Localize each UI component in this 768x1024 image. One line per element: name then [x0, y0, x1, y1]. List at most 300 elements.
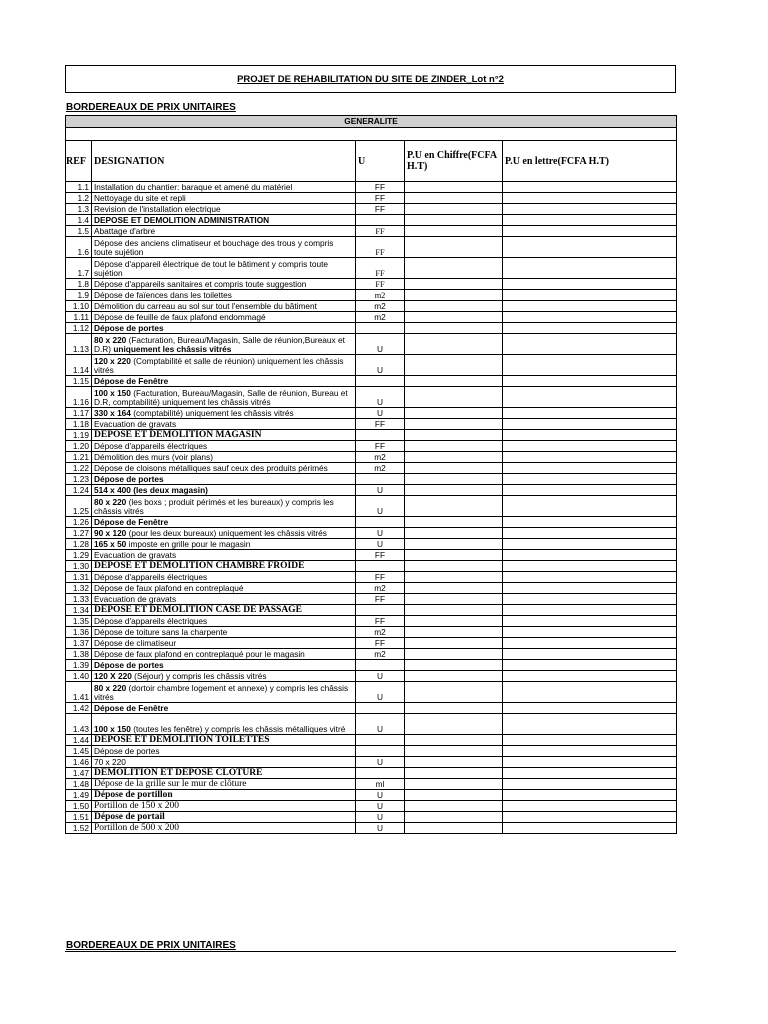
row-pu-chiffre[interactable] — [405, 638, 503, 649]
row-designation — [92, 550, 356, 561]
row-unit: m2 — [356, 301, 405, 312]
row-pu-lettre[interactable] — [503, 355, 677, 376]
row-designation — [92, 237, 356, 258]
designation-text: (Séjour) y compris les châssis vitrés — [131, 671, 267, 681]
table-row — [66, 812, 677, 823]
row-pu-lettre[interactable] — [503, 779, 677, 790]
row-pu-lettre[interactable] — [503, 193, 677, 204]
row-pu-chiffre[interactable] — [405, 703, 503, 714]
designation-text: 514 x 400 (les deux magasin) — [94, 485, 208, 495]
table-row — [66, 204, 677, 215]
designation-text: (dortoir chambre logement et annexe) y compris les châssis vitrés — [94, 683, 349, 702]
header-pu-lettre: P.U en lettre(FCFA H.T) — [503, 141, 677, 182]
row-pu-lettre[interactable] — [503, 638, 677, 649]
row-ref: 1.19 — [66, 430, 92, 441]
row-pu-chiffre[interactable] — [405, 323, 503, 334]
row-ref: 1.15 — [66, 376, 92, 387]
table-row — [66, 757, 677, 768]
row-designation — [92, 768, 356, 779]
row-pu-lettre[interactable] — [503, 258, 677, 279]
header-pu-chiffre: P.U en Chiffre(FCFA H.T) — [405, 141, 503, 182]
row-pu-chiffre[interactable] — [405, 258, 503, 279]
row-pu-lettre[interactable] — [503, 594, 677, 605]
row-pu-lettre[interactable] — [503, 746, 677, 757]
table-row — [66, 528, 677, 539]
row-unit: U — [356, 387, 405, 408]
designation-text: (pour les deux bureaux) uniquement les châssis vitrés — [126, 528, 327, 538]
row-designation — [92, 682, 356, 703]
table-row — [66, 703, 677, 714]
row-pu-chiffre[interactable] — [405, 312, 503, 323]
table-row — [66, 355, 677, 376]
row-designation — [92, 627, 356, 638]
row-unit: FF — [356, 616, 405, 627]
row-pu-chiffre[interactable] — [405, 812, 503, 823]
designation-text: (Facturation, Bureau/Magasin, Salle de réunion,Bureaux et D.R) — [94, 335, 345, 354]
designation-text: Dépose de toiture sans la charpente — [94, 627, 228, 637]
row-unit — [356, 605, 405, 616]
row-pu-chiffre[interactable] — [405, 583, 503, 594]
table-row — [66, 638, 677, 649]
row-designation — [92, 355, 356, 376]
table-row — [66, 649, 677, 660]
row-pu-lettre[interactable] — [503, 671, 677, 682]
row-pu-lettre[interactable] — [503, 237, 677, 258]
row-designation — [92, 430, 356, 441]
table-row — [66, 334, 677, 355]
row-ref: 1.5 — [66, 226, 92, 237]
row-pu-lettre[interactable] — [503, 539, 677, 550]
table-row — [66, 452, 677, 463]
row-pu-chiffre[interactable] — [405, 408, 503, 419]
row-pu-lettre[interactable] — [503, 790, 677, 801]
row-pu-lettre[interactable] — [503, 301, 677, 312]
row-pu-lettre[interactable] — [503, 226, 677, 237]
table-row — [66, 605, 677, 616]
row-pu-lettre[interactable] — [503, 419, 677, 430]
row-unit: U — [356, 823, 405, 834]
row-pu-lettre[interactable] — [503, 441, 677, 452]
row-pu-lettre[interactable] — [503, 452, 677, 463]
row-designation — [92, 638, 356, 649]
designation-text: Dépose de faux plafond en contreplaqué pour le magasin — [94, 649, 305, 659]
row-pu-chiffre[interactable] — [405, 605, 503, 616]
row-designation — [92, 279, 356, 290]
designation-text: Dépose de faïences dans les toilettes — [94, 290, 232, 300]
row-unit — [356, 376, 405, 387]
row-pu-chiffre[interactable] — [405, 790, 503, 801]
row-ref: 1.9 — [66, 290, 92, 301]
row-pu-lettre[interactable] — [503, 605, 677, 616]
row-pu-lettre[interactable] — [503, 430, 677, 441]
row-ref: 1.12 — [66, 323, 92, 334]
row-pu-chiffre[interactable] — [405, 823, 503, 834]
row-ref: 1.42 — [66, 703, 92, 714]
row-pu-chiffre[interactable] — [405, 485, 503, 496]
row-pu-chiffre[interactable] — [405, 671, 503, 682]
row-pu-lettre[interactable] — [503, 757, 677, 768]
row-ref: 1.18 — [66, 419, 92, 430]
row-designation — [92, 226, 356, 237]
row-pu-lettre[interactable] — [503, 572, 677, 583]
row-ref: 1.11 — [66, 312, 92, 323]
table-row — [66, 323, 677, 334]
row-ref: 1.10 — [66, 301, 92, 312]
row-pu-chiffre[interactable] — [405, 682, 503, 703]
table-row — [66, 594, 677, 605]
row-unit: U — [356, 539, 405, 550]
row-pu-lettre[interactable] — [503, 768, 677, 779]
row-pu-lettre[interactable] — [503, 801, 677, 812]
row-pu-lettre[interactable] — [503, 550, 677, 561]
row-unit: U — [356, 801, 405, 812]
designation-text: Evacuation de gravats — [94, 550, 177, 560]
row-pu-chiffre[interactable] — [405, 463, 503, 474]
row-pu-chiffre[interactable] — [405, 441, 503, 452]
row-pu-chiffre[interactable] — [405, 215, 503, 226]
row-pu-chiffre[interactable] — [405, 419, 503, 430]
row-ref: 1.27 — [66, 528, 92, 539]
row-pu-chiffre[interactable] — [405, 237, 503, 258]
row-unit: FF — [356, 226, 405, 237]
row-ref: 1.6 — [66, 237, 92, 258]
row-designation — [92, 419, 356, 430]
row-ref: 1.22 — [66, 463, 92, 474]
table-row — [66, 550, 677, 561]
row-unit: m2 — [356, 583, 405, 594]
row-pu-chiffre[interactable] — [405, 735, 503, 746]
table-row — [66, 682, 677, 703]
row-pu-chiffre[interactable] — [405, 714, 503, 735]
designation-text: Dépose d'appareils sanitaires et compris toute suggestion — [94, 279, 307, 289]
row-ref: 1.34 — [66, 605, 92, 616]
designation-text: Dépose de Fenêtre — [94, 376, 169, 386]
row-pu-chiffre[interactable] — [405, 517, 503, 528]
designation-text: Dépose de portillon — [94, 790, 173, 800]
row-pu-chiffre[interactable] — [405, 801, 503, 812]
row-unit: FF — [356, 572, 405, 583]
designation-text: DEPOSE ET DEMOLITION CASE DE PASSAGE — [94, 605, 302, 615]
row-pu-lettre[interactable] — [503, 823, 677, 834]
row-pu-chiffre[interactable] — [405, 550, 503, 561]
row-designation — [92, 583, 356, 594]
row-designation — [92, 334, 356, 355]
row-pu-chiffre[interactable] — [405, 660, 503, 671]
row-designation — [92, 301, 356, 312]
row-designation — [92, 204, 356, 215]
designation-text: Dépose de faux plafond en contreplaqué — [94, 583, 244, 593]
row-pu-chiffre[interactable] — [405, 430, 503, 441]
row-designation — [92, 539, 356, 550]
row-pu-lettre[interactable] — [503, 682, 677, 703]
row-pu-lettre[interactable] — [503, 812, 677, 823]
row-ref: 1.17 — [66, 408, 92, 419]
row-pu-lettre[interactable] — [503, 496, 677, 517]
designation-text: Dépose d'appareil électrique de tout le bâtiment y compris toute sujétion — [94, 259, 329, 278]
table-row — [66, 517, 677, 528]
row-pu-lettre[interactable] — [503, 616, 677, 627]
row-designation — [92, 779, 356, 790]
row-ref: 1.45 — [66, 746, 92, 757]
designation-text: (Comptabilité et salle de réunion) uniquement les châssis vitrés — [94, 356, 344, 375]
row-pu-chiffre[interactable] — [405, 355, 503, 376]
table-row — [66, 627, 677, 638]
row-designation — [92, 408, 356, 419]
row-pu-chiffre[interactable] — [405, 290, 503, 301]
designation-text: Abattage d'arbre — [94, 226, 156, 236]
row-unit — [356, 474, 405, 485]
row-pu-chiffre[interactable] — [405, 452, 503, 463]
row-pu-chiffre[interactable] — [405, 746, 503, 757]
row-pu-lettre[interactable] — [503, 323, 677, 334]
row-pu-chiffre[interactable] — [405, 561, 503, 572]
row-pu-lettre[interactable] — [503, 561, 677, 572]
row-unit: FF — [356, 638, 405, 649]
row-ref: 1.39 — [66, 660, 92, 671]
row-ref: 1.21 — [66, 452, 92, 463]
table-row — [66, 237, 677, 258]
table-row — [66, 561, 677, 572]
table-row — [66, 801, 677, 812]
row-pu-lettre[interactable] — [503, 649, 677, 660]
table-row — [66, 779, 677, 790]
row-designation — [92, 823, 356, 834]
table-row — [66, 258, 677, 279]
row-unit: U — [356, 812, 405, 823]
row-ref: 1.50 — [66, 801, 92, 812]
row-pu-chiffre[interactable] — [405, 334, 503, 355]
designation-text: DEPOSE ET DEMOLITION ADMINISTRATION — [94, 215, 270, 225]
designation-text: 70 x 220 — [94, 757, 126, 767]
row-ref: 1.16 — [66, 387, 92, 408]
designation-text: DEPOSE ET DEMOLITION TOILETTES — [94, 735, 270, 745]
row-pu-chiffre[interactable] — [405, 301, 503, 312]
designation-text: Dépose de la grille sur le mur de clôture — [94, 779, 247, 789]
row-pu-lettre[interactable] — [503, 312, 677, 323]
row-unit — [356, 323, 405, 334]
row-pu-lettre[interactable] — [503, 517, 677, 528]
row-designation — [92, 528, 356, 539]
spacer-row — [66, 128, 677, 141]
row-designation — [92, 746, 356, 757]
designation-text: Evacuation de gravats — [94, 594, 177, 604]
row-pu-lettre[interactable] — [503, 627, 677, 638]
table-row — [66, 768, 677, 779]
row-designation — [92, 714, 356, 735]
table-row — [66, 823, 677, 834]
section-header-row — [66, 116, 677, 128]
designation-text: Portillon de 500 x 200 — [94, 823, 179, 833]
designation-text: (Facturation, Bureau/Magasin, Salle de réunion, Bureau et D.R, comptabilité) uniquement les châssis vitrés — [94, 388, 348, 407]
designation-text: DEMOLITION ET DEPOSE CLOTURE — [94, 768, 263, 778]
header-designation: DESIGNATION — [92, 141, 356, 182]
row-unit: U — [356, 757, 405, 768]
row-pu-chiffre[interactable] — [405, 768, 503, 779]
row-unit — [356, 703, 405, 714]
row-ref: 1.51 — [66, 812, 92, 823]
row-designation — [92, 757, 356, 768]
row-designation — [92, 594, 356, 605]
row-pu-chiffre[interactable] — [405, 539, 503, 550]
row-pu-lettre[interactable] — [503, 583, 677, 594]
table-row — [66, 572, 677, 583]
table-row — [66, 671, 677, 682]
row-pu-chiffre[interactable] — [405, 757, 503, 768]
designation-text: 120 X 220 — [94, 671, 132, 681]
row-pu-lettre[interactable] — [503, 528, 677, 539]
table-row — [66, 312, 677, 323]
row-designation — [92, 323, 356, 334]
designation-text: Dépose de portes — [94, 323, 164, 333]
row-designation — [92, 376, 356, 387]
row-ref: 1.24 — [66, 485, 92, 496]
row-designation — [92, 660, 356, 671]
row-ref: 1.44 — [66, 735, 92, 746]
designation-text: Revision de l'installation electrique — [94, 204, 221, 214]
row-unit: U — [356, 682, 405, 703]
row-ref: 1.47 — [66, 768, 92, 779]
row-unit: U — [356, 714, 405, 735]
row-pu-chiffre[interactable] — [405, 474, 503, 485]
designation-text: Dépose d'appareils électriques — [94, 572, 208, 582]
designation-text: imposte en grille pour le magasin — [126, 539, 251, 549]
row-unit: FF — [356, 258, 405, 279]
row-unit — [356, 768, 405, 779]
row-pu-lettre[interactable] — [503, 474, 677, 485]
designation-text: (les boxs ; produit périmés et les bureaux) y compris les châssis vitrés — [94, 497, 334, 516]
row-pu-lettre[interactable] — [503, 485, 677, 496]
row-pu-lettre[interactable] — [503, 279, 677, 290]
price-table — [65, 115, 677, 834]
table-row — [66, 746, 677, 757]
row-unit: U — [356, 671, 405, 682]
row-unit: FF — [356, 204, 405, 215]
designation-text: Dépose de cloisons métalliques sauf ceux des produits périmés — [94, 463, 328, 473]
row-pu-chiffre[interactable] — [405, 376, 503, 387]
row-designation — [92, 452, 356, 463]
row-unit: U — [356, 790, 405, 801]
row-designation — [92, 605, 356, 616]
row-pu-chiffre[interactable] — [405, 649, 503, 660]
row-ref: 1.3 — [66, 204, 92, 215]
spacer-cell — [66, 128, 677, 141]
table-row — [66, 539, 677, 550]
table-row — [66, 301, 677, 312]
row-pu-lettre[interactable] — [503, 204, 677, 215]
row-unit — [356, 430, 405, 441]
row-ref: 1.37 — [66, 638, 92, 649]
table-row — [66, 496, 677, 517]
row-designation — [92, 463, 356, 474]
column-header-row — [66, 141, 677, 182]
row-pu-lettre[interactable] — [503, 408, 677, 419]
row-pu-chiffre[interactable] — [405, 226, 503, 237]
row-unit: m2 — [356, 649, 405, 660]
designation-text: 80 x 220 — [94, 335, 127, 345]
designation-text: 120 x 220 — [94, 356, 131, 366]
row-ref: 1.14 — [66, 355, 92, 376]
row-designation — [92, 801, 356, 812]
row-unit — [356, 517, 405, 528]
row-pu-lettre[interactable] — [503, 215, 677, 226]
row-unit: m2 — [356, 312, 405, 323]
designation-text: Dépose de portes — [94, 474, 164, 484]
row-pu-lettre[interactable] — [503, 387, 677, 408]
row-ref: 1.48 — [66, 779, 92, 790]
row-unit: FF — [356, 594, 405, 605]
row-pu-chiffre[interactable] — [405, 627, 503, 638]
row-pu-chiffre[interactable] — [405, 193, 503, 204]
row-unit: FF — [356, 279, 405, 290]
row-designation — [92, 193, 356, 204]
row-ref: 1.25 — [66, 496, 92, 517]
designation-text: Démolition du carreau au sol sur tout l'ensemble du bâtiment — [94, 301, 317, 311]
row-pu-chiffre[interactable] — [405, 594, 503, 605]
row-pu-chiffre[interactable] — [405, 572, 503, 583]
designation-text: Dépose d'appareils électriques — [94, 441, 208, 451]
row-pu-lettre[interactable] — [503, 660, 677, 671]
row-pu-lettre[interactable] — [503, 714, 677, 735]
row-pu-chiffre[interactable] — [405, 496, 503, 517]
designation-text: Dépose de climatiseur — [94, 638, 177, 648]
row-pu-chiffre[interactable] — [405, 279, 503, 290]
table-row — [66, 474, 677, 485]
row-ref: 1.30 — [66, 561, 92, 572]
table-row — [66, 463, 677, 474]
row-pu-chiffre[interactable] — [405, 616, 503, 627]
row-pu-chiffre[interactable] — [405, 204, 503, 215]
row-pu-lettre[interactable] — [503, 376, 677, 387]
row-pu-chiffre[interactable] — [405, 182, 503, 193]
designation-text: Dépose de portail — [94, 812, 165, 822]
row-pu-lettre[interactable] — [503, 463, 677, 474]
designation-text: Dépose de Fenêtre — [94, 517, 169, 527]
table-row — [66, 290, 677, 301]
row-pu-lettre[interactable] — [503, 290, 677, 301]
designation-text: 80 x 220 — [94, 497, 127, 507]
row-ref: 1.41 — [66, 682, 92, 703]
table-row — [66, 790, 677, 801]
row-ref: 1.8 — [66, 279, 92, 290]
row-ref: 1.43 — [66, 714, 92, 735]
row-unit: m2 — [356, 452, 405, 463]
row-ref: 1.40 — [66, 671, 92, 682]
row-pu-chiffre[interactable] — [405, 779, 503, 790]
footer-rule — [65, 951, 676, 952]
row-designation — [92, 703, 356, 714]
table-row — [66, 387, 677, 408]
designation-text: DEPOSE ET DEMOLITION MAGASIN — [94, 430, 262, 440]
row-ref: 1.46 — [66, 757, 92, 768]
row-unit: m2 — [356, 463, 405, 474]
row-ref: 1.35 — [66, 616, 92, 627]
designation-text: Installation du chantier: baraque et amené du matériel — [94, 182, 293, 192]
row-pu-chiffre[interactable] — [405, 387, 503, 408]
row-pu-lettre[interactable] — [503, 182, 677, 193]
row-pu-lettre[interactable] — [503, 334, 677, 355]
row-designation — [92, 790, 356, 801]
row-unit: FF — [356, 182, 405, 193]
designation-text: uniquement les châssis vitrés — [113, 344, 232, 354]
row-unit: FF — [356, 419, 405, 430]
designation-text: Démolition des murs (voir plans) — [94, 452, 213, 462]
row-pu-lettre[interactable] — [503, 703, 677, 714]
row-pu-lettre[interactable] — [503, 735, 677, 746]
row-unit: U — [356, 355, 405, 376]
row-designation — [92, 387, 356, 408]
table-row — [66, 583, 677, 594]
row-pu-chiffre[interactable] — [405, 528, 503, 539]
